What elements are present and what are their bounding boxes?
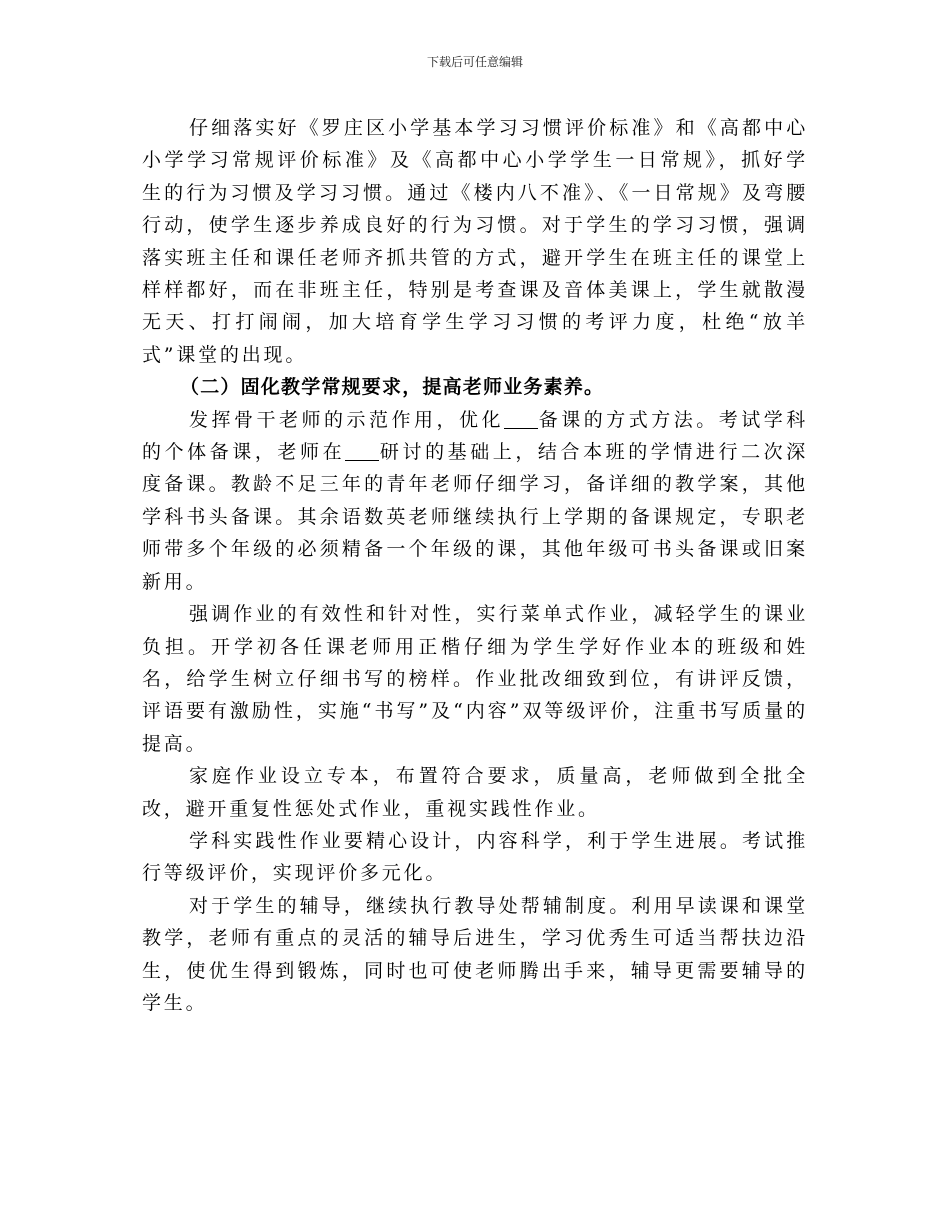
paragraph-lesson-prep-part1: 发挥骨干老师的示范作用，优化: [189, 408, 504, 431]
paragraph-practice-homework: 学科实践性作业要精心设计，内容科学，利于学生进展。考试推行等级评价，实现评价多元化。: [142, 829, 808, 885]
paragraph-lesson-prep-part2: 备课的方式方法。考试学科的个体备课，老师在: [142, 408, 808, 464]
paragraph-homework: 强调作业的有效性和针对性，实行菜单式作业，减轻学生的课业负担。开学初各任课老师用正楷仔细为学生学好作业本的班级和姓名，给学生树立仔细书写的榜样。作业批改细致到位，有讲评反馈，评语要有激励性，实施“书写”及“内容”双等级评价，注重书写质量的提高。: [142, 603, 808, 755]
page-header: 下载后可任意编辑: [426, 55, 523, 69]
paragraph-family-homework: 家庭作业设立专本，布置符合要求，质量高，老师做到全批全改，避开重复性惩处式作业，重视实践性作业。: [142, 765, 808, 820]
paragraph-lesson-prep: [142, 404, 808, 598]
document-body: [142, 112, 808, 1019]
blank-underline: [345, 442, 379, 461]
paragraph-habits: 仔细落实好《罗庄区小学基本学习习惯评价标准》和《高都中心小学学习常规评价标准》及《高都中心小学学生一日常规》，抓好学生的行为习惯及学习习惯。通过《楼内八不准》、《一日常规》及弯腰行动，使学生逐步养成良好的行为习惯。对于学生的学习习惯，强调落实班主任和课任老师齐抓共管的方式，避开学生在班主任的课堂上样样都好，而在非班主任，特别是考查课及音体美课上，学生就散漫无天、打打闹闹，加大培育学生学习习惯的考评力度，杜绝“放羊式”课堂的出现。: [142, 117, 808, 366]
blank-underline: [504, 410, 538, 429]
paragraph-lesson-prep-part3: 研讨的基础上，结合本班的学情进行二次深度备课。教龄不足三年的青年老师仔细学习，备详细的教学案，其他学科书头备课。其余语数英老师继续执行上学期的备课规定，专职老师带多个年级的必须精备一个年级的课，其他年级可书头备课或旧案新用。: [142, 441, 809, 593]
section-heading-2: （二）固化教学常规要求，提高老师业务素养。: [180, 376, 605, 399]
paragraph-tutoring: 对于学生的辅导，继续执行教导处帮辅制度。利用早读课和课堂教学，老师有重点的灵活的辅导后进生，学习优秀生可适当帮扶边沿生，使优生得到锻炼，同时也可使老师腾出手来，辅导更需要辅导的学生。: [142, 894, 808, 1014]
